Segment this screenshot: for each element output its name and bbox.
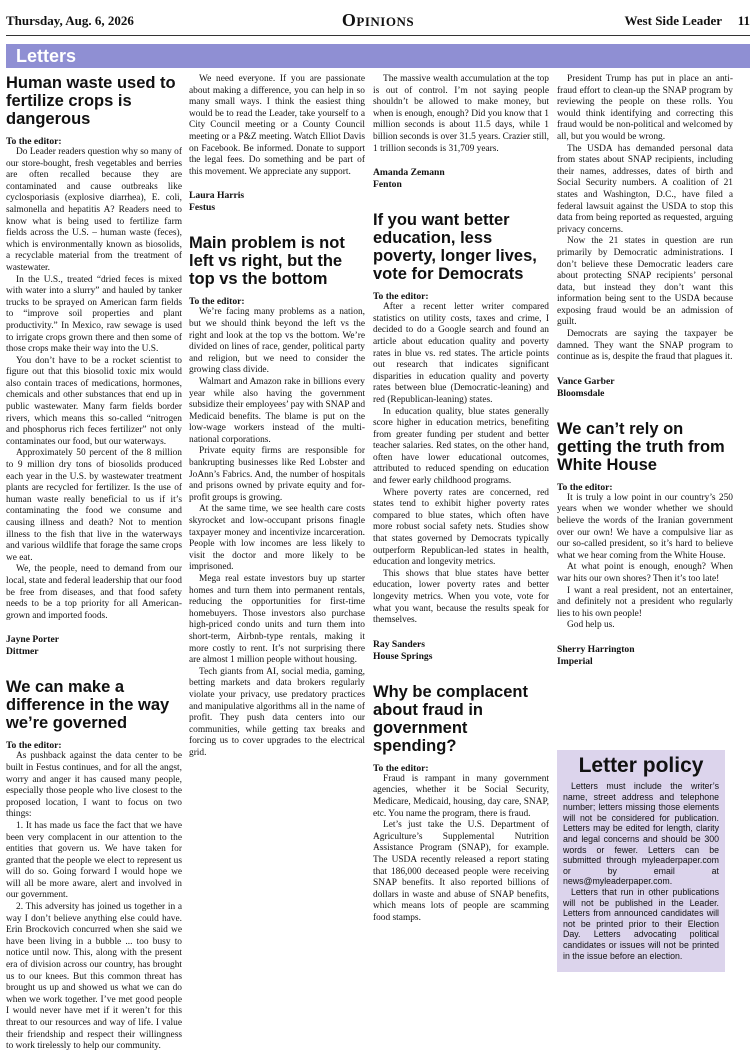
letter-author: Jayne Porter xyxy=(6,634,60,646)
letter-town: Festus xyxy=(189,202,216,214)
letter-paragraph: 2. This adversity has joined us together in a way I don’t believe anything else could have. Erin Brockovich concurred when she said we have been living in a bubble ... too busy to notice until now. This, along with the present era of division across our country, has brought us to our knees. But this common threat has brought us up and showed us what we can do when we work together. I’ve met good people I would never have met if it weren’t for this threat to our resources and way of life. I value their friendship and respect their willingness to work tirelessly to help our community. xyxy=(6,902,182,1052)
letter-paragraph: In education quality, blue states generally score higher in education metrics, benefiting from greater funding per student and better teacher salaries. Red states, on the other hand, often have lower educational outcomes, attributed to reduced spending on education and fewer early childhood programs. xyxy=(373,406,549,487)
letters-banner xyxy=(6,44,750,68)
letter-paragraph: In the U.S., treated “dried feces is mixed with water into a slurry” and hauled by tanker trucks to be sprayed on American farm fields to “improve soil properties and plant productivity.” In Mexico, raw sewage is used to irrigate crops grown there and then some of those crops make their way into the U.S. xyxy=(6,274,182,355)
letter-paragraph: We need everyone. If you are passionate about making a difference, you can help in so many small ways. I think the easiest thing would be to read the Leader, take yourself to a City Council meeting or a County Council meeting or a P&Z meeting. Watch Elliot Davis on Facebook. Be informed. Donate to support the legal fees. Do something and be part of this movement. We appreciate any support. xyxy=(189,74,365,177)
letter-paragraph: This shows that blue states have better education, lower poverty rates and better longevity metrics. When you vote, vote for what you want, because the results speak for themselves. xyxy=(373,568,549,626)
letter-town: Bloomsdale xyxy=(557,387,605,399)
letter-paragraph: It is truly a low point in our country’s 250 years when we wonder whether we should believe the words of the Iranian government over our own! We have a compulsive liar as our so-called president, so it’s hard to believe what we hear coming from the White House. xyxy=(557,492,733,561)
letter-paragraph: Tech giants from AI, social media, gaming, betting markets and data brokers regularly violate your privacy, use predatory practices and manipulative algorithms all in the name of profit. They push data centers into our communities, while getting tax breaks and forcing us to cover upgrades to the electrical grid. xyxy=(189,666,365,758)
page-number: 11 xyxy=(737,13,750,28)
letter-paragraph: Private equity firms are responsible for bankrupting businesses like Red Lobster and JoAnn’s Fabrics. And, the number of hospitals and prisons owned by private equity and for-profit groups is growing. xyxy=(189,446,365,503)
issue-date: Thursday, Aug. 6, 2026 xyxy=(6,13,134,28)
letter-author: Laura Harris xyxy=(189,190,245,202)
letter-paragraph: 1. It has made us face the fact that we have been very complacent in our attention to the entities that govern us. We have taken for granted that the people we elect to represent us will do so. Going forward I would hope we will all be more aware, alert and involved in our government. xyxy=(6,820,182,901)
letter-white-house xyxy=(557,420,733,668)
letter-policy-title: Letter policy xyxy=(578,754,704,777)
letter-paragraph: Let’s just take the U.S. Department of Agriculture’s Supplemental Nutrition Assistance Program (SNAP), for example. The USDA recently released a report stating that 186,000 deceased people were receiving SNAP benefits. It also reported billions of dollars in waste and abuse of SNAP benefits, which means lots of people are scamming food stamps. xyxy=(373,820,549,923)
letter-salutation: To the editor: xyxy=(189,296,245,308)
letter-better-education xyxy=(373,211,549,663)
letter-paragraph: As pushback against the data center to be built in Festus continues, and for all the angst, worry and anger it has caused many people, especially those people who live closest to the proposed location, I want to focus on two things: xyxy=(6,751,182,820)
letter-paragraph: You don’t have to be a rocket scientist to figure out that this biosolid toxic mix would also contain traces of medications, hormones, chemicals and other substances that end up in public wastewater. Many farm fields border rivers, which means this so-called “nitrogen and phosphorus rich feces fertilizer” not only contaminates our food, but our waterways. xyxy=(6,355,182,447)
letter-author: Ray Sanders xyxy=(373,638,425,650)
letter-paragraph: Now the 21 states in question are run primarily by Democratic administrations. I don’t believe these Democratic leaders care about protecting SNAP recipients’ personal data, but instead they don’t want this information being sent to the USDA because exposing fraud would be an admission of guilt. xyxy=(557,236,733,328)
letter-paragraph: Where poverty rates are concerned, red states tend to exhibit higher poverty rates compared to blue states, which often have more robust social safety nets. Studies show that states governed by Democrats typically outperform Republican-led states in health, education and longevity metrics. xyxy=(373,487,549,568)
letter-author: Amanda Zemann xyxy=(373,167,445,179)
column-3 xyxy=(373,74,549,979)
letter-town: Imperial xyxy=(557,655,593,667)
letter-town: Dittmer xyxy=(6,646,39,658)
letter-paragraph: I want a real president, not an entertainer, and definitely not a president who regularly lies to his own people! xyxy=(557,585,733,619)
letter-policy-box xyxy=(557,750,725,972)
paper-name: West Side Leader xyxy=(624,13,722,28)
section-title: Opinions xyxy=(341,10,415,30)
letter-human-waste xyxy=(6,74,182,658)
letter-policy-paragraph: Letters that run in other publications will not be published in the Leader. Letters from announced candidates will not be printed prior to their Election Day. Letters advocating political candidates or issues will not be printed in the issue before an election. xyxy=(563,886,719,961)
letter-paragraph: After a recent letter writer compared statistics on utility costs, taxes and crime, I decided to do a Google search and found an article about education quality and poverty rates in blue vs. red states. The article points out research that indicates significant disparities in education quality and poverty rates between blue (Democratic-leaning) and red (Republican-leaning) states. xyxy=(373,302,549,405)
letter-salutation: To the editor: xyxy=(373,762,429,774)
letter-headline: If you want better education, less poverty, longer lives, vote for Democrats xyxy=(373,211,537,284)
letter-paragraph: Mega real estate investors buy up starter homes and turn them into permanent rentals, reducing the opportunities for first-time homebuyers. Those investors also purchase high-priced condo units and turn them into short-term, Airbnb-type rentals, making it more costly to rent. It’s not surprising there are almost 1 million people without housing. xyxy=(189,574,365,666)
letter-paragraph: At what point is enough, enough? When war hits our own shores? Then it’s too late! xyxy=(557,562,733,584)
header-rule xyxy=(6,35,750,36)
letter-headline: Why be complacent about fraud in government spending? xyxy=(373,682,528,755)
letter-paragraph: The massive wealth accumulation at the top is out of control. I’m not saying people shouldn’t be allowed to make money, but when is enough, enough? Did you know that 1 million seconds is about 11.5 days, while 1 billion seconds is over 31.5 years. Crazier still, 1 trillion seconds is 31,709 years. xyxy=(373,74,550,154)
letter-headline: Main problem is not left vs right, but the top vs the bottom xyxy=(189,234,345,289)
letter-paragraph: At the same time, we see health care costs skyrocket and low-occupant prisons finagle taxpayer money and incentivize incarceration. People with low incomes are less likely to visit the doctor and more likely to be imprisoned. xyxy=(189,504,365,573)
letter-town: Fenton xyxy=(373,179,402,191)
letter-make-difference xyxy=(6,678,182,1052)
letter-headline: Human waste used to fertilize crops is dangerous xyxy=(6,74,176,128)
letter-paragraph: Democrats are saying the taxpayer be damned. They want the SNAP program to continue as is, despite the fraud that plagues it. xyxy=(557,329,733,363)
letters-banner-label: Letters xyxy=(16,46,77,66)
column-1 xyxy=(6,74,182,1052)
letter-fraud xyxy=(373,683,549,925)
letter-headline: We can make a difference in the way we’re governed xyxy=(6,678,170,733)
column-2 xyxy=(189,74,365,979)
letter-paragraph: Approximately 50 percent of the 8 million to 9 million dry tons of biosolids produced each year in the U.S. by wastewater treatment plants are recycled for fertilizer. Is the use of human waste really beneficial to us if it’s contaminating the food we consume and causing illness and death? Not to mention illness to the fish that live in the waterways and various wildlife that forage the same crops we eat. xyxy=(6,448,182,563)
page-header xyxy=(6,10,750,34)
letter-top-vs-bottom xyxy=(189,234,365,759)
letter-paragraph: We’re facing many problems as a nation, but we should think beyond the left vs the right and look at the top vs the bottom. We’re divided on lines of race, gender, political party and religion, but we need to consider the growing class divide. xyxy=(189,307,365,376)
letter-town: House Springs xyxy=(373,650,433,662)
letter-paragraph: God help us. xyxy=(567,620,615,631)
letter-salutation: To the editor: xyxy=(6,740,62,752)
letter-salutation: To the editor: xyxy=(6,136,62,147)
letter-salutation: To the editor: xyxy=(557,481,613,493)
letter-paragraph: We, the people, need to demand from our local, state and federal leadership that our food be free from diseases, and that food safety needs to be a top priority for all American-grown and imported foods. xyxy=(6,564,182,621)
letter-paragraph: Do Leader readers question why so many of our store-bought, fresh vegetables and berries are often recalled because they are contaminated and cause outbreaks like cyclosporiasis (explosive diarrhea), E. coli, salmonella and hepatitis A? Readers need to know what is being used to fertilize farm fields across the U.S. – human waste (feces), which is environmentally known as biosolids, a recyclable material from the treatment of wastewater. xyxy=(6,147,182,273)
letter-author: Sherry Harrington xyxy=(557,643,635,655)
letter-paragraph: The USDA has demanded personal data from states about SNAP recipients, including their names, addresses, dates of birth and Social Security numbers. A coalition of 21 states and Washington, D.C., have filed a federal lawsuit against the USDA to stop this data from being reported as requested, arguing privacy concerns. xyxy=(557,143,733,235)
letter-headline: We can’t rely on getting the truth from White House xyxy=(557,419,725,474)
letter-paragraph: Fraud is rampant in many government agencies, whether it be Social Security, Medicare, Medicaid, housing, day care, SNAP, etc. You name the program, there is fraud. xyxy=(373,773,549,819)
letter-author: Vance Garber xyxy=(557,375,615,387)
letter-paragraph: President Trump has put in place an anti-fraud effort to clean-up the SNAP program by reviewing the people on these rolls. You would think identifying and correcting this fraud would be non-political and welcomed by all, but you would be wrong. xyxy=(557,74,733,142)
letter-paragraph: Walmart and Amazon rake in billions every year while also having the government subsidize their employees’ pay with SNAP and Medicaid benefits. The blame is put on the low-wage workers instead of the multi-national corporations. xyxy=(189,376,366,445)
letter-policy-paragraph: Letters must include the writer’s name, street address and telephone number; letters missing those elements will not be considered for publication. Letters may be edited for length, clarity and legal concerns and should be 300 words or fewer. Letters can be submitted through myleaderpaper.com or by email at news@myleaderpaper.com. xyxy=(563,781,719,887)
letter-salutation: To the editor: xyxy=(373,291,429,303)
